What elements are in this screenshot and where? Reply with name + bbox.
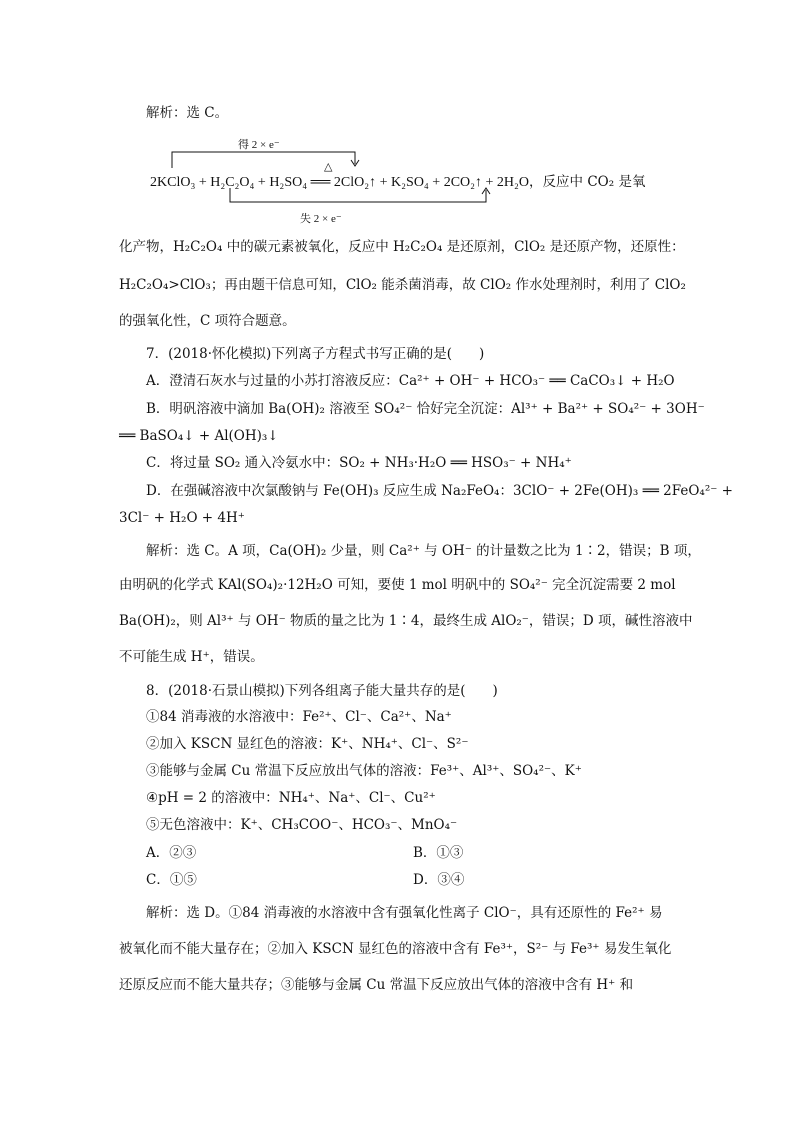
paragraph1-line1: 化产物，H₂C₂O₄ 中的碳元素被氧化，反应中 H₂C₂O₄ 是还原剂，ClO₂ 是还原产物，还原性： [119,239,685,255]
q7-option-a: A．澄清石灰水与过量的小苏打溶液反应：Ca²⁺ + OH⁻ + HCO₃⁻ ══ CaCO₃↓ + H₂O [146,373,675,389]
q7-option-b-cont: ══ BaSO₄↓ + Al(OH)₃↓ [119,428,279,444]
q8-stem: 8．(2018·石景山模拟)下列各组离子能大量共存的是( ) [146,683,498,699]
q7-analysis-line2: 由明矾的化学式 KAl(SO₄)₂·12H₂O 可知，要使 1 mol 明矾中的 SO₄²⁻ 完全沉淀需要 2 mol [119,577,676,593]
q8-analysis-line1: 解析：选 D。①84 消毒液的水溶液中含有强氧化性离子 ClO⁻，具有还原性的 Fe²⁺ 易 [146,905,663,921]
analysis-label: 解析：选 C。 [146,105,229,121]
q8-item-2: ②加入 KSCN 显红色的溶液：K⁺、NH₄⁺、Cl⁻、S²⁻ [146,736,469,752]
q8-analysis-line3: 还原反应而不能大量共存；③能够与金属 Cu 常温下反应放出气体的溶液中含有 H⁺ 和 [119,977,634,993]
q8-item-4: ④pH = 2 的溶液中：NH₄⁺、Na⁺、Cl⁻、Cu²⁺ [146,790,436,806]
q7-analysis-line3: Ba(OH)₂，则 Al³⁺ 与 OH⁻ 物质的量之比为 1∶4，最终生成 AlO₂⁻，错误；D 项，碱性溶液中 [119,613,693,629]
q7-analysis-line4: 不可能生成 H⁺，错误。 [119,649,264,665]
q8-analysis-line2: 被氧化而不能大量存在；②加入 KSCN 显红色的溶液中含有 Fe³⁺，S²⁻ 与 Fe³⁺ 易发生氧化 [119,941,672,957]
q8-option-a: A．②③ [146,845,197,861]
q7-option-d-cont: 3Cl⁻ + H₂O + 4H⁺ [119,510,245,526]
q8-item-5: ⑤无色溶液中：K⁺、CH₃COO⁻、HCO₃⁻、MnO₄⁻ [146,817,458,833]
redox-equation [150,130,710,230]
q7-option-b: B．明矾溶液中滴加 Ba(OH)₂ 溶液至 SO₄²⁻ 恰好完全沉淀：Al³⁺ + Ba²⁺ + SO₄²⁻ + 3OH⁻ [146,401,705,417]
lose-electrons-label: 失 2 × e⁻ [300,213,342,225]
q7-option-c: C．将过量 SO₂ 通入冷氨水中：SO₂ + NH₃·H₂O ══ HSO₃⁻ + NH₄⁺ [146,455,572,471]
q8-option-b: B．①③ [413,845,464,861]
q7-stem: 7．(2018·怀化模拟)下列离子方程式书写正确的是( ) [146,346,485,362]
q8-option-d: D．③④ [413,872,465,888]
q7-analysis-line1: 解析：选 C。A 项，Ca(OH)₂ 少量，则 Ca²⁺ 与 OH⁻ 的计量数之比为 1∶2，错误；B 项， [146,543,701,559]
q8-option-c: C．①⑤ [146,872,197,888]
paragraph1-line3: 的强氧化性，C 项符合题意。 [119,313,296,329]
q8-item-1: ①84 消毒液的水溶液中：Fe²⁺、Cl⁻、Ca²⁺、Na⁺ [146,709,452,725]
equation-text: 2KClO₃ + H₂C₂O₄ + H₂SO₄ ══ 2ClO₂↑ + K₂SO₄ + 2CO₂↑ + 2H₂O，反应中 CO₂ 是氧 [150,174,646,190]
q7-option-d: D．在强碱溶液中次氯酸钠与 Fe(OH)₃ 反应生成 Na₂FeO₄：3ClO⁻ + 2Fe(OH)₃ ══ 2FeO₄²⁻ + [146,483,733,499]
q8-item-3: ③能够与金属 Cu 常温下反应放出气体的溶液：Fe³⁺、Al³⁺、SO₄²⁻、K⁺ [146,763,582,779]
heat-condition: △ [324,160,333,173]
paragraph1-line2: H₂C₂O₄>ClO₃；再由题干信息可知，ClO₂ 能杀菌消毒，故 ClO₂ 作水处理剂时，利用了 ClO₂ [119,277,686,293]
gain-electrons-label: 得 2 × e⁻ [238,139,280,151]
